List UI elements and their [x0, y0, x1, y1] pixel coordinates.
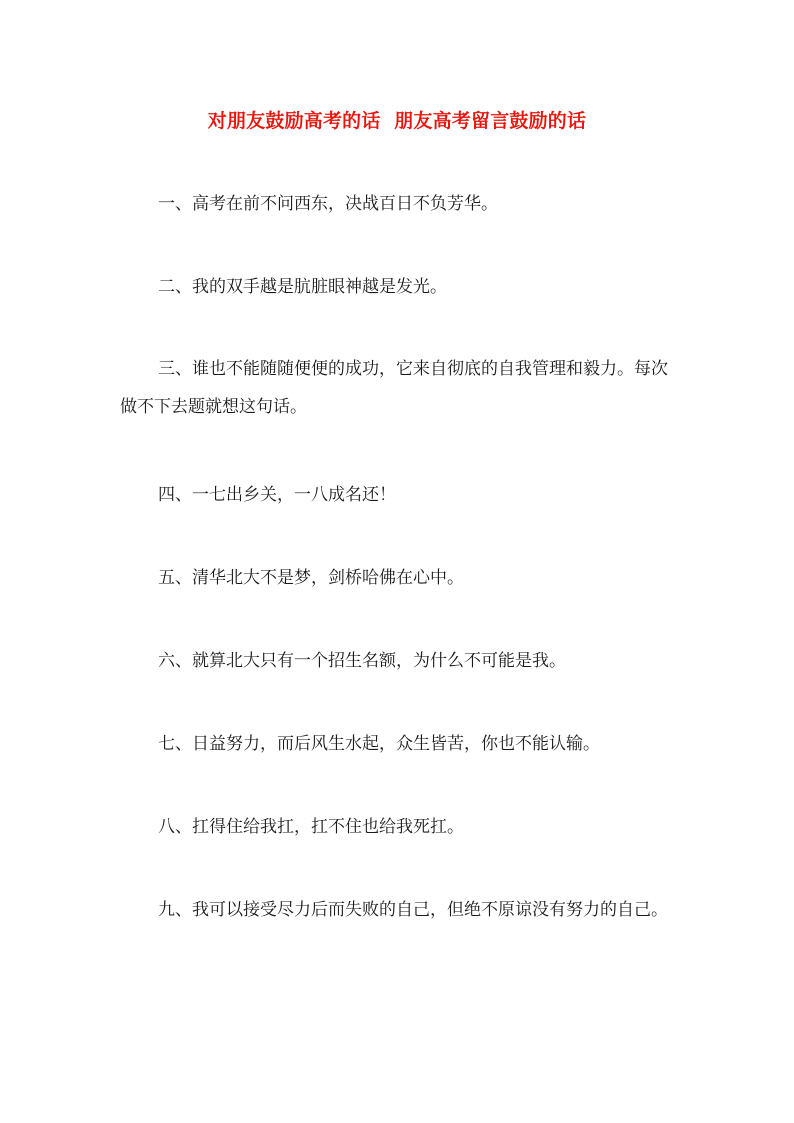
paragraph-4: 四、一七出乡关，一八成名还！: [158, 485, 396, 505]
paragraph-1: 一、高考在前不问西东，决战百日不负芳华。: [158, 194, 498, 214]
paragraph-5: 五、清华北大不是梦，剑桥哈佛在心中。: [158, 568, 464, 588]
paragraph-9: 九、我可以接受尽力后而失败的自己，但绝不原谅没有努力的自己。: [158, 900, 668, 920]
paragraph-8: 八、扛得住给我扛，扛不住也给我死扛。: [158, 817, 464, 837]
document-title: 对朋友鼓励高考的话 朋友高考留言鼓励的话: [207, 110, 587, 132]
paragraph-2: 二、我的双手越是肮脏眼神越是发光。: [158, 277, 447, 297]
paragraph-6: 六、就算北大只有一个招生名额，为什么不可能是我。: [158, 651, 566, 671]
paragraph-7: 七、日益努力，而后风生水起，众生皆苦，你也不能认输。: [158, 734, 600, 754]
paragraph-3: 三、谁也不能随随便便的成功，它来自彻底的自我管理和毅力。每次做不下去题就想这句话。: [120, 359, 668, 417]
